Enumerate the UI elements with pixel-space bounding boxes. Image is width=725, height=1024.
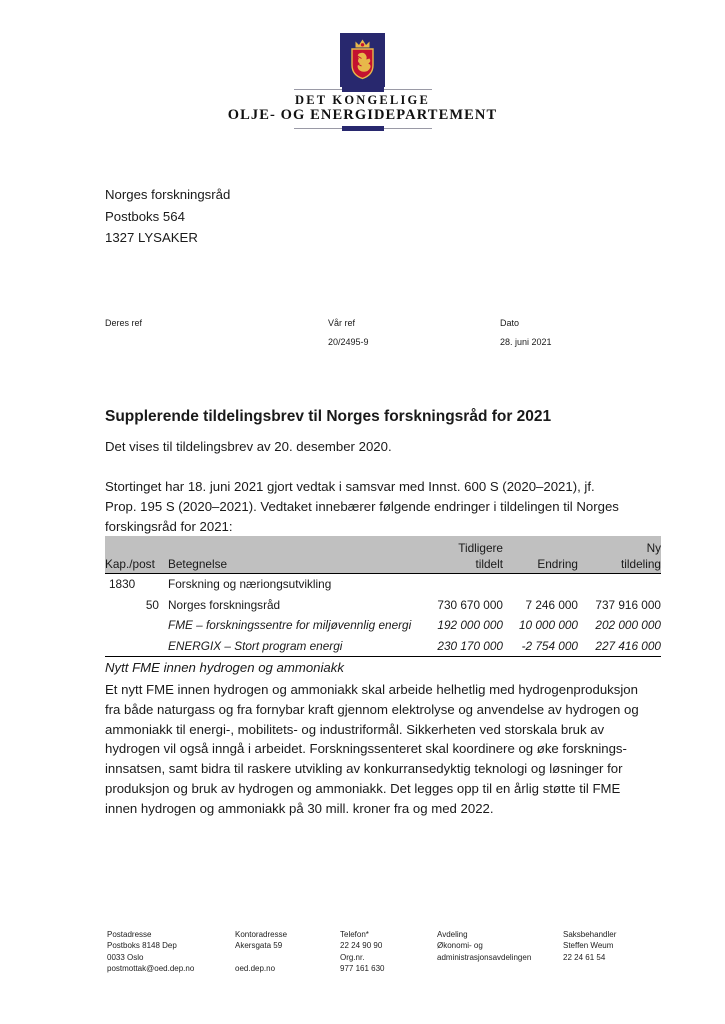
footer-line: oed.dep.no [235,963,276,973]
paragraph-line: Et nytt FME innen hydrogen og ammoniakk skal arbeide helhetlig med hydrogenproduksjon [105,682,638,697]
decision-paragraph [105,477,619,536]
col-header-tidligere: Tidligere [458,541,503,555]
footer-label: Kontoradresse [235,930,288,939]
paragraph-line: hydrogen vil også inngå i arbeidet. Forskningssenteret skal koordinere og øke forsknings- [105,741,627,757]
ref-deres-label: Deres ref [105,318,143,328]
table-row [105,636,661,657]
cell-tildelt [433,574,503,595]
col-header-tildeling: tildeling [620,557,661,571]
recipient-address [105,184,230,249]
footer-telefon [340,929,385,974]
ref-dato-label: Dato [500,318,520,328]
recipient-city: 1327 LYSAKER [105,230,198,245]
ref-deres [105,318,142,337]
paragraph-line: Stortinget har 18. juni 2021 gjort vedtak i samsvar med Innst. 600 S (2020–2021), jf. [105,479,595,494]
footer-line: 977 161 630 [340,963,385,973]
cell-tildelt: 192 000 000 [437,618,503,632]
letterhead-line2: OLJE- OG ENERGIDEPARTEMENT [227,107,498,123]
cell-betegnelse: Norges forskningsråd [168,597,281,612]
col-header-ny: Ny [646,541,661,555]
cell-kap [105,636,166,657]
cell-tildelt: 230 170 000 [437,638,503,653]
cell-kap: 1830 [109,577,136,591]
cell-tildelt: 730 670 000 [437,597,503,612]
footer-kontoradresse [235,929,287,974]
recipient-postbox: Postboks 564 [105,208,185,224]
letterhead-divider-top [294,89,432,90]
recipient-name: Norges forskningsråd [105,187,231,202]
cell-endring [503,574,578,595]
letterhead-divider-bottom [294,128,432,129]
paragraph-line: innen hydrogen og ammoniakk på 30 mill. kroner fra og med 2022. [105,800,494,816]
footer-line [235,952,287,963]
letterhead-line1: DET KONGELIGE [295,93,430,107]
cell-betegnelse: ENERGIX – Stort program energi [168,638,343,653]
paragraph-line: fra både naturgass og fra fornybar kraft gjennom elektrolyse og anvendelse av hydrogen og [105,701,639,717]
paragraph-line: ammoniakk til energi-, mobilitets- og industriformål. Sikkerheten ved storskala bruk av [105,721,605,737]
footer-line: postmottak@oed.dep.no [107,963,195,973]
footer-line: 22 24 61 54 [563,952,606,962]
table-row [105,615,661,636]
coat-of-arms-icon [340,33,385,87]
ref-var-label: Vår ref [328,318,356,328]
col-header-kap: Kap./post [105,557,155,571]
footer-label: Saksbehandler [563,930,617,939]
footer-line: Steffen Weum [563,941,614,951]
ref-dato-value: 28. juni 2021 [500,337,552,347]
footer-line: Org.nr. [340,952,365,962]
letterhead-divider-bottom-accent [342,126,384,131]
col-header-tildelt: tildelt [475,557,503,571]
section-body [105,680,639,819]
cell-tildeling [578,574,661,595]
col-header-endring: Endring [537,557,578,571]
cell-kap [105,615,166,636]
cell-tildeling: 227 416 000 [595,638,661,653]
letterhead-divider-top-accent [342,87,384,92]
paragraph-line: produksjon og bruk av hydrogen og ammoniakk. Det legges opp til en årlig støtte til FME [105,780,621,796]
paragraph-line: Prop. 195 S (2020–2021). Vedtaket innebærer følgende endringer i tildelingen til Norges [105,498,619,514]
cell-endring: 7 246 000 [525,597,578,612]
footer-label: Avdeling [437,930,468,939]
footer-label: Telefon* [340,930,369,939]
cell-tildeling: 737 916 000 [595,597,661,612]
cell-betegnelse: FME – forskningssentre for miljøvennlig energi [168,618,412,632]
cell-betegnelse: Forskning og næriongsutvikling [168,577,332,591]
table-row [105,595,661,616]
ref-var [328,318,369,347]
footer-avdeling [437,929,531,963]
footer-line: administrasjonsavdelingen [437,952,532,962]
paragraph-line: forskingsråd for 2021: [105,518,233,534]
allocation-table [105,536,661,657]
footer-line: Økonomi- og [437,941,483,951]
cell-endring: 10 000 000 [518,618,578,632]
col-header-betegnelse: Betegnelse [168,557,228,571]
footer-label: Postadresse [107,930,152,939]
page-title: Supplerende tildelingsbrev til Norges forskningsråd for 2021 [105,408,552,425]
cell-endring: -2 754 000 [521,638,578,653]
cell-tildeling: 202 000 000 [595,618,661,632]
cell-kap: 50 [145,597,159,612]
footer-line: Postboks 8148 Dep [107,941,177,951]
section-heading: Nytt FME innen hydrogen og ammoniakk [105,660,344,675]
ref-dato [500,318,552,347]
footer-line: 0033 Oslo [107,952,144,962]
paragraph-line: innsatsen, samt bidra til raskere utvikling av konkurransedyktig teknologi og løsninger for [105,761,623,777]
table-row [105,574,661,595]
table-header-row-lower [105,556,661,574]
intro-paragraph: Det vises til tildelingsbrev av 20. desember 2020. [105,439,392,454]
ref-var-value: 20/2495-9 [328,337,369,347]
footer-line: 22 24 90 90 [340,941,383,951]
footer-line: Akersgata 59 [235,941,283,951]
footer-saksbehandler [563,929,616,963]
footer-postadresse [107,929,194,974]
table-header-row-upper [105,536,661,556]
